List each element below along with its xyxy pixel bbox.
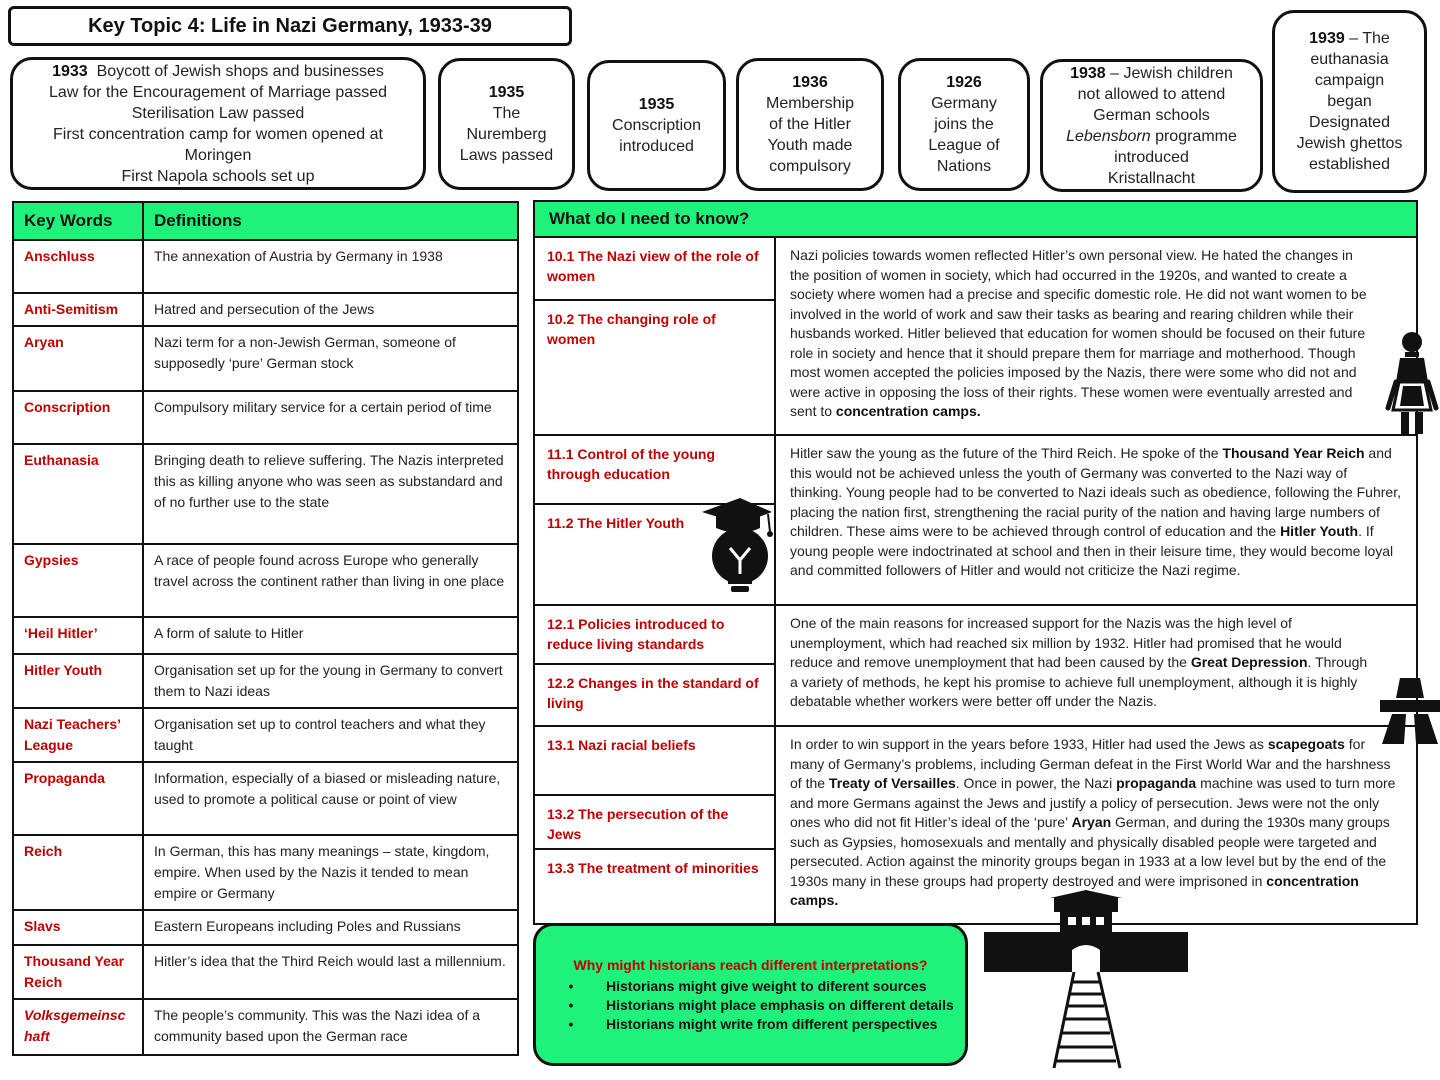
key-word: Gypsies bbox=[13, 544, 143, 617]
need-topic: 13.3 The treatment of minorities bbox=[547, 860, 759, 876]
timeline-line: Law for the Encouragement of Marriage passed bbox=[49, 83, 387, 101]
timeline-line: established bbox=[1309, 156, 1390, 173]
timeline-line: Jewish ghettos bbox=[1296, 135, 1403, 152]
timeline-line: Conscription bbox=[612, 117, 701, 134]
need-bold-term: Hitler Youth bbox=[1280, 523, 1359, 539]
key-word: Conscription bbox=[13, 391, 143, 444]
timeline-line: First concentration camp for women opened at bbox=[53, 125, 383, 143]
interpretations-question: Why might historians reach different interpretations? bbox=[573, 956, 928, 973]
need-text: . Through a variety of methods, he kept his promise to achieve full unemployment, although it is highly debatable whether workers were better off under the Nazis. bbox=[790, 654, 1368, 709]
table-row bbox=[13, 544, 518, 617]
table-row bbox=[13, 293, 518, 326]
timeline-line: Designated bbox=[1309, 114, 1390, 131]
timeline-year: 1935 bbox=[488, 84, 525, 101]
key-word: Hitler Youth bbox=[13, 654, 143, 708]
timeline-line: of the Hitler bbox=[769, 116, 851, 133]
timeline-line: Laws passed bbox=[459, 147, 554, 164]
table-row bbox=[13, 945, 518, 999]
list-item bbox=[536, 977, 965, 996]
key-word: Anti-Semitism bbox=[13, 293, 143, 326]
table-row bbox=[13, 708, 518, 762]
key-word: Anschluss bbox=[13, 240, 143, 293]
timeline-box-1936 bbox=[736, 58, 884, 191]
timeline-line: Nations bbox=[936, 158, 992, 175]
definition: Organisation set up for the young in Germany to convert them to Nazi ideas bbox=[143, 654, 518, 708]
timeline-line: compulsory bbox=[769, 158, 851, 175]
timeline-line: introduced bbox=[1114, 148, 1189, 166]
definition: Hatred and persecution of the Jews bbox=[143, 293, 518, 326]
timeline-year: 1926 bbox=[946, 74, 982, 91]
need-topic: 11.1 Control of the young through education bbox=[535, 436, 774, 505]
need-text: Hitler saw the young as the future of the Third Reich. He spoke of the bbox=[790, 445, 1223, 461]
definition: Nazi term for a non-Jewish German, someone of supposedly ‘pure’ German stock bbox=[143, 326, 518, 391]
key-word: Propaganda bbox=[13, 762, 143, 835]
timeline-box-1933 bbox=[10, 57, 426, 190]
table-row bbox=[13, 999, 518, 1055]
timeline-line: First Napola schools set up bbox=[121, 167, 315, 185]
definition: The people’s community. This was the Nazi idea of a community based upon the German race bbox=[143, 999, 518, 1055]
need-bold-term: Great Depression bbox=[1190, 654, 1308, 670]
timeline-line: – Jewish children bbox=[1105, 64, 1233, 82]
need-bold-term: concentration camps. bbox=[790, 872, 1359, 908]
key-words-column-header: Key Words bbox=[13, 202, 143, 240]
table-row bbox=[13, 910, 518, 945]
interpretation-point: Historians might give weight to diferent sources bbox=[606, 977, 927, 994]
definition: A form of salute to Hitler bbox=[143, 617, 518, 654]
timeline-box-1935-conscription bbox=[587, 60, 726, 191]
definition: Eastern Europeans including Poles and Russians bbox=[143, 910, 518, 945]
need-topic: 11.2 The Hitler Youth bbox=[547, 515, 685, 531]
timeline-box-1935-nuremberg bbox=[438, 58, 575, 190]
list-item bbox=[536, 1015, 965, 1034]
interpretations-list bbox=[536, 977, 965, 1034]
need-bold-term: Thousand Year Reich bbox=[1222, 445, 1365, 461]
table-row bbox=[13, 444, 518, 544]
need-bold-term: propaganda bbox=[1116, 775, 1197, 791]
need-text: . If young people were indoctrinated at school and then in their leisure time, they would become loyal and committed followers of Hitler and would not criticize the Nazi regime. bbox=[790, 523, 1394, 578]
motorway-road-icon bbox=[1380, 676, 1440, 746]
key-words-table bbox=[12, 201, 519, 1056]
need-bold-term: Aryan bbox=[1071, 814, 1112, 830]
key-word: Euthanasia bbox=[13, 444, 143, 544]
need-to-know-header: What do I need to know? bbox=[533, 200, 1418, 238]
key-word: Volksgemeinschaft bbox=[13, 999, 143, 1055]
timeline-line: Youth made bbox=[767, 137, 853, 154]
key-word: Slavs bbox=[13, 910, 143, 945]
need-section-young bbox=[535, 436, 1416, 606]
timeline-line: joins the bbox=[934, 116, 994, 133]
table-row bbox=[13, 835, 518, 910]
need-text: One of the main reasons for increased support for the Nazis was the high level of unemployment, which had reached six million by 1932. Hitler had promised that he would reduce and remove unemployment that had been caused by the bbox=[790, 615, 1342, 670]
interpretations-box bbox=[533, 923, 968, 1066]
definition: Organisation set up to control teachers and what they taught bbox=[143, 708, 518, 762]
need-topic: 10.1 The Nazi view of the role of women bbox=[535, 238, 774, 301]
need-text: German, and during the 1930s many groups such as Gypsies, homosexuals and mentally and physically disabled people were targeted and persecuted. Action against the minority groups began in 1933 at a low level but by the end of the 1930s many in these groups had property destroyed and were imprisoned in bbox=[790, 814, 1390, 889]
timeline-line: began bbox=[1327, 93, 1372, 110]
interpretation-point: Historians might place emphasis on different details bbox=[606, 996, 954, 1013]
timeline-italic: Lebensborn bbox=[1066, 127, 1151, 145]
need-to-know-grid bbox=[533, 238, 1418, 925]
definition: Hitler’s idea that the Third Reich would last a millennium. bbox=[143, 945, 518, 999]
timeline-line: Kristallnacht bbox=[1107, 169, 1196, 187]
need-topic: 12.1 Policies introduced to reduce living standards bbox=[535, 606, 774, 665]
definition: Compulsory military service for a certain period of time bbox=[143, 391, 518, 444]
bullet: • bbox=[568, 1015, 574, 1032]
bullet: • bbox=[568, 977, 574, 994]
definition: Bringing death to relieve suffering. The Nazis interpreted this as killing anyone who was seen as substandard and of no further use to the state bbox=[143, 444, 518, 544]
definitions-column-header: Definitions bbox=[143, 202, 518, 240]
timeline-line: The bbox=[492, 105, 521, 122]
timeline-year: 1939 bbox=[1309, 30, 1345, 47]
need-bold-term: Treaty of Versailles bbox=[828, 775, 956, 791]
interpretation-point: Historians might write from different perspectives bbox=[606, 1015, 938, 1032]
need-section-racial bbox=[535, 727, 1416, 925]
timeline-line: Sterilisation Law passed bbox=[131, 104, 305, 122]
definition: A race of people found across Europe who generally travel across the continent rather than living in one place bbox=[143, 544, 518, 617]
need-text: for many of Germany’s problems, including German defeat in the First World War and the harshness of the bbox=[790, 736, 1391, 791]
key-word: Nazi Teachers’ League bbox=[13, 708, 143, 762]
list-item bbox=[536, 996, 965, 1015]
need-topic: 12.2 Changes in the standard of living bbox=[547, 675, 759, 711]
timeline-line: euthanasia bbox=[1310, 51, 1389, 68]
need-section-women bbox=[535, 238, 1416, 436]
key-word: ‘Heil Hitler’ bbox=[13, 617, 143, 654]
table-row bbox=[13, 391, 518, 444]
timeline-line: League of bbox=[928, 137, 1000, 154]
need-text: In order to win support in the years before 1933, Hitler had used the Jews as bbox=[790, 736, 1268, 752]
timeline-box-1939 bbox=[1272, 10, 1427, 193]
timeline-line: Moringen bbox=[184, 146, 252, 164]
need-text: . Once in power, the Nazi bbox=[955, 775, 1117, 791]
need-text: Nazi policies towards women reflected Hitler’s own personal view. He hated the changes in the position of women in society, which had occurred in the 1920s, and wanted to create a society where women had a precise and specific domestic role. He did not want women to be involved in the world of work and saw their tasks as bearing and rearing children while their husbands worked. Hitler believed that education for women should be focused on their future role in society and hence that it should prepare them for marriage and motherhood. Though most women accepted the policies imposed by the Nazis, there were some who did not and were active in opposing the loss of their rights. These women were eventually arrested and sent to bbox=[790, 247, 1367, 419]
woman-icon bbox=[1384, 330, 1440, 436]
need-summary bbox=[776, 436, 1416, 604]
key-word: Thousand Year Reich bbox=[13, 945, 143, 999]
table-row bbox=[13, 654, 518, 708]
timeline-line: German schools bbox=[1093, 106, 1210, 124]
key-words-header-row bbox=[13, 202, 518, 240]
timeline-box-1938 bbox=[1040, 59, 1263, 192]
need-summary bbox=[776, 238, 1416, 434]
need-topic: 13.1 Nazi racial beliefs bbox=[535, 727, 774, 796]
key-word: Reich bbox=[13, 835, 143, 910]
timeline-box-1926 bbox=[898, 58, 1030, 191]
key-word: Aryan bbox=[13, 326, 143, 391]
timeline-line: not allowed to attend bbox=[1077, 85, 1226, 103]
table-row bbox=[13, 762, 518, 835]
definition: In German, this has many meanings – state, kingdom, empire. When used by the Nazis it tended to mean empire or Germany bbox=[143, 835, 518, 910]
timeline-line: introduced bbox=[619, 138, 694, 155]
need-text: and this would not be achieved unless the youth of Germany was converted to the Nazi way of thinking. Young people had to be converted to Nazi ideals such as obedience, following the Fuhrer, placing the nation first, strengthening the racial purity of the nation and having large numbers of children. These aims were to be achieved through control of education and the bbox=[790, 445, 1401, 539]
table-row bbox=[13, 617, 518, 654]
need-topic: 10.2 The changing role of women bbox=[547, 311, 716, 347]
timeline-line: Nuremberg bbox=[466, 126, 547, 143]
timeline-line: programme bbox=[1150, 127, 1237, 145]
need-summary bbox=[776, 606, 1416, 725]
timeline-line: campaign bbox=[1314, 72, 1385, 89]
timeline-line: – The bbox=[1344, 30, 1390, 47]
timeline-line: Boycott of Jewish shops and businesses bbox=[96, 62, 384, 80]
timeline-line: Germany bbox=[931, 95, 997, 112]
need-text: machine was used to turn more and more Germans against the Jews and justify a policy of persecution. Jews were not the only ones who did not fit Hitler’s ideal of the ‘pure’ bbox=[790, 775, 1396, 830]
table-row bbox=[13, 240, 518, 293]
need-bold-term: scapegoats bbox=[1267, 736, 1345, 752]
definition: Information, especially of a biased or misleading nature, used to promote a political cause or point of view bbox=[143, 762, 518, 835]
timeline-year: 1935 bbox=[638, 96, 675, 113]
graduate-lightbulb-icon bbox=[700, 494, 774, 594]
need-topic: 13.2 The persecution of the Jews bbox=[535, 796, 774, 850]
timeline-year: 1938 bbox=[1070, 64, 1106, 82]
definition: The annexation of Austria by Germany in 1938 bbox=[143, 240, 518, 293]
timeline-line: Membership bbox=[765, 95, 855, 112]
bullet: • bbox=[568, 996, 574, 1013]
timeline-year: 1936 bbox=[792, 74, 828, 91]
table-row bbox=[13, 326, 518, 391]
need-bold-term: concentration camps. bbox=[835, 403, 981, 419]
need-section-living-standards bbox=[535, 606, 1416, 727]
page-title: Key Topic 4: Life in Nazi Germany, 1933-39 bbox=[8, 6, 572, 46]
timeline-year: 1933 bbox=[52, 62, 88, 80]
concentration-camp-gate-icon bbox=[982, 890, 1190, 1070]
